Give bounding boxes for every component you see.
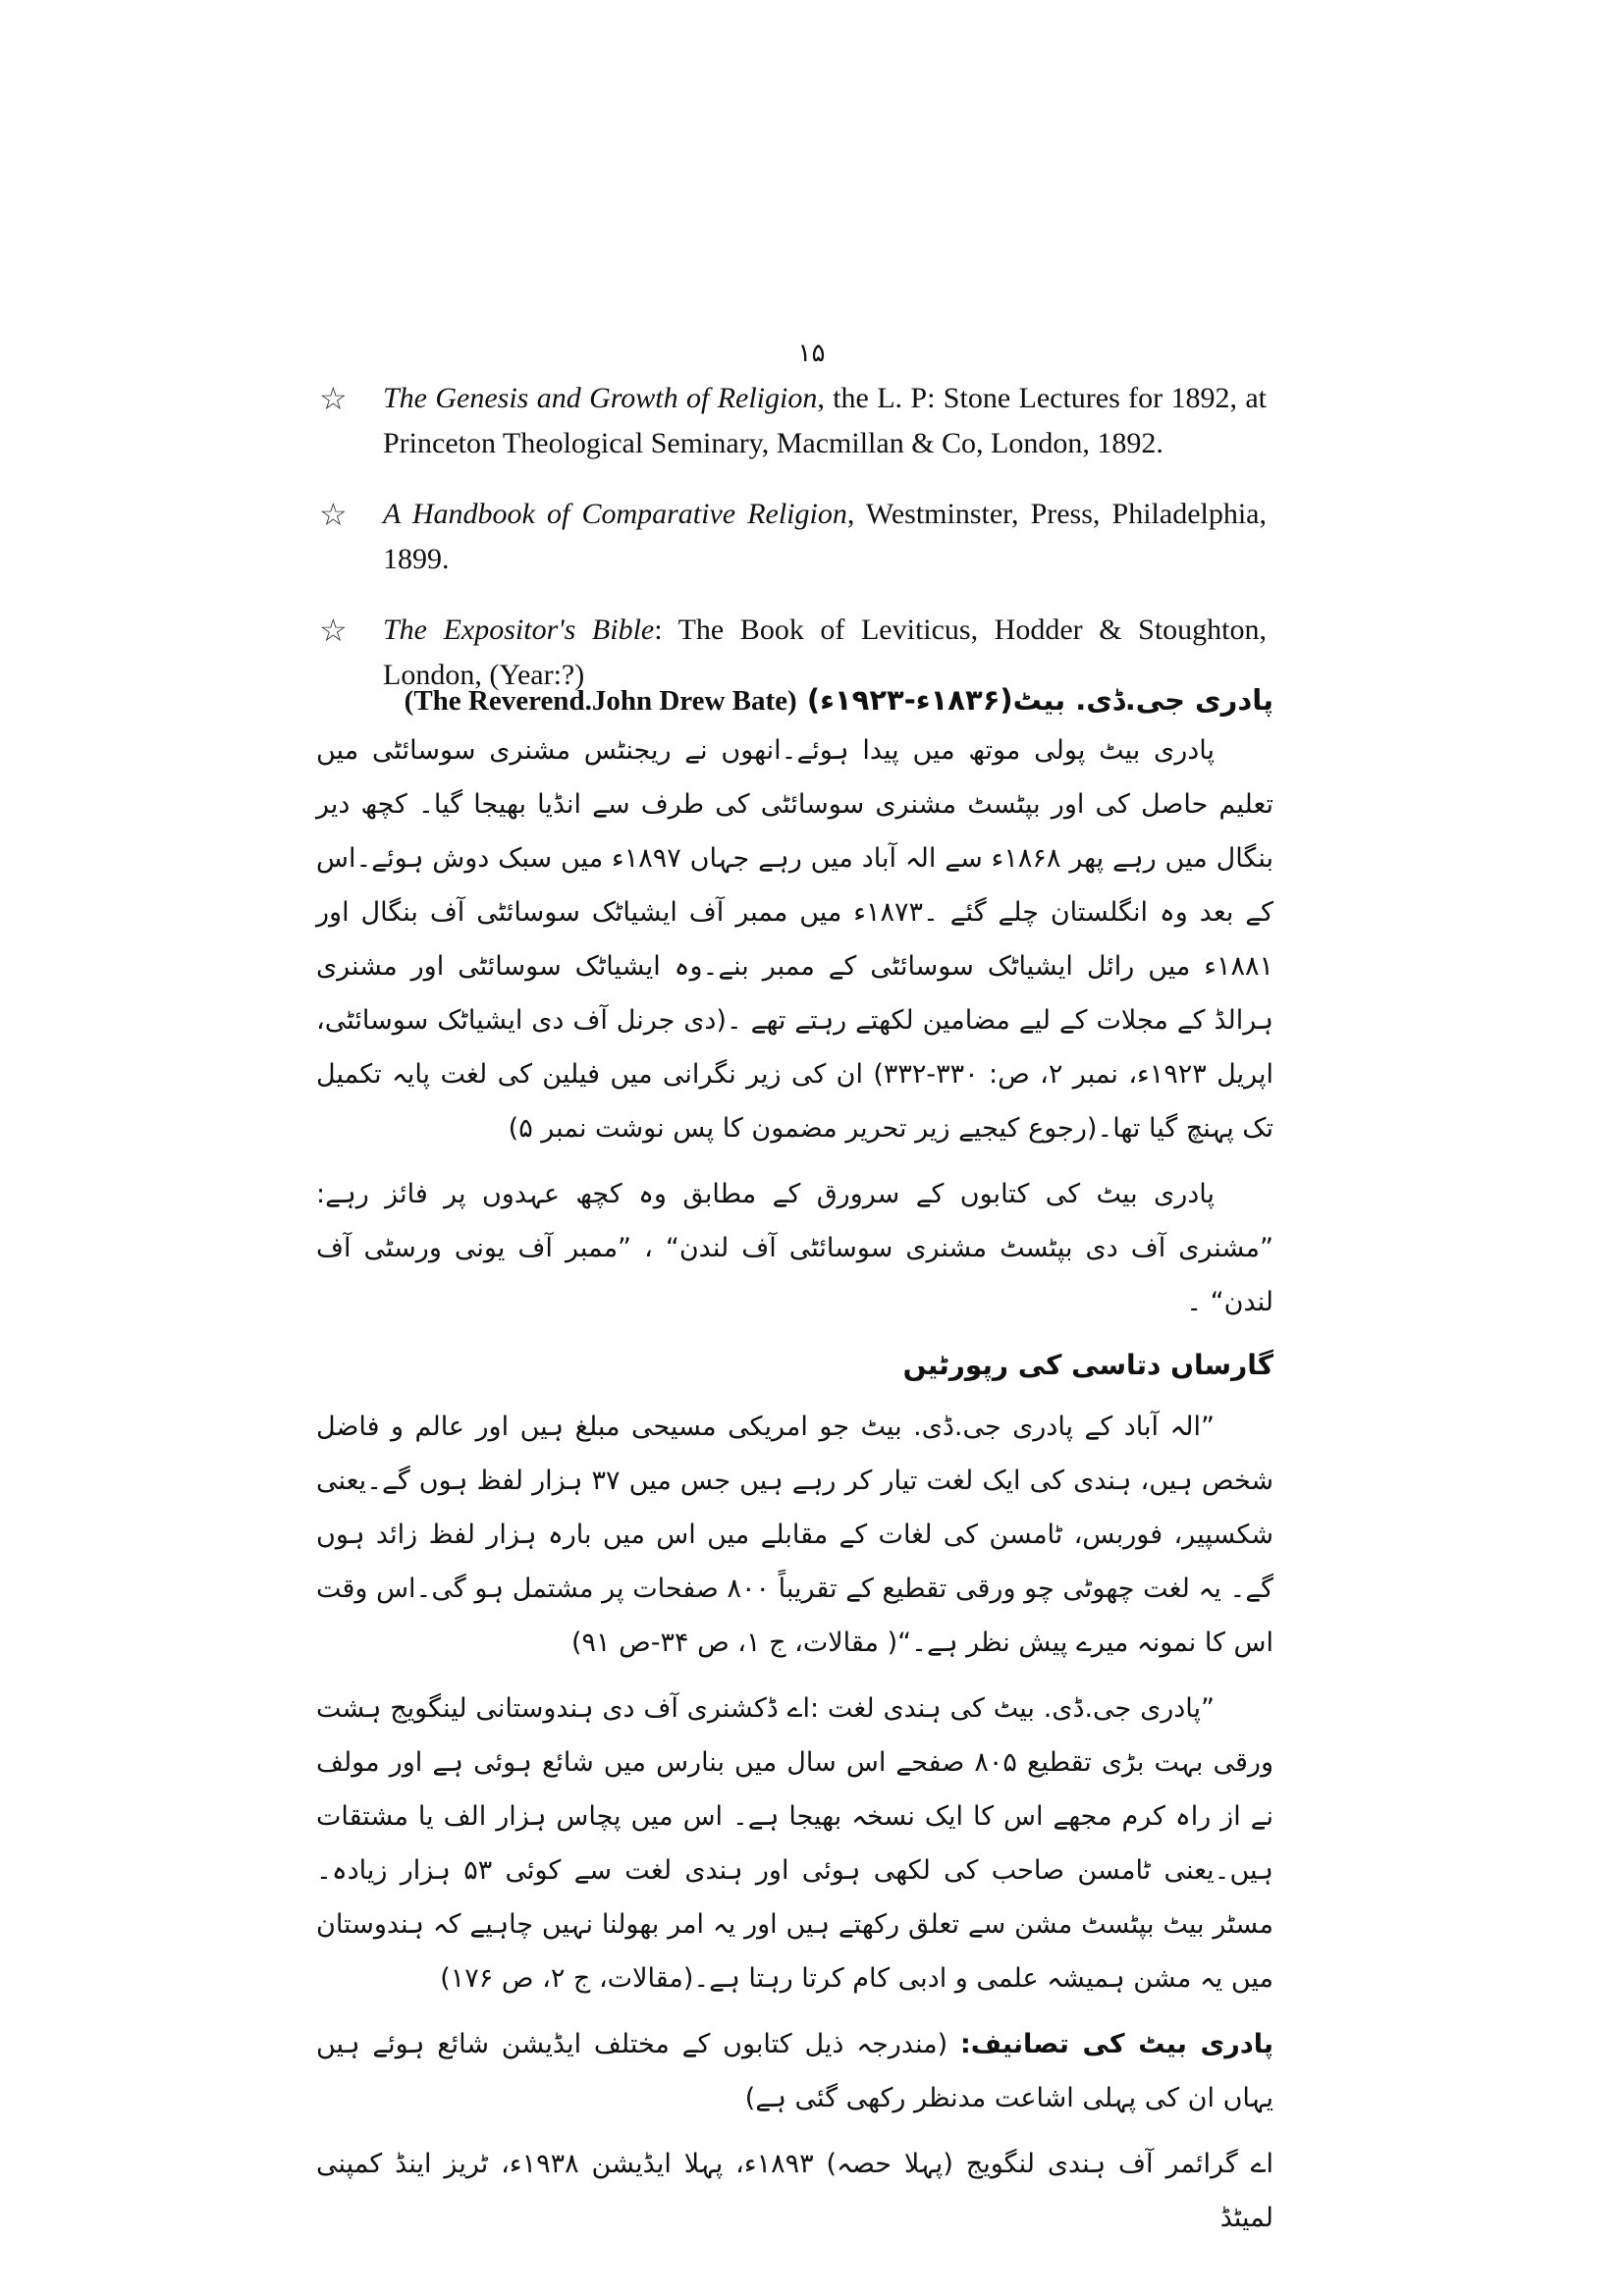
book-title: A Handbook of Comparative Religion: [383, 498, 847, 530]
page-number: ۱۵: [797, 339, 826, 368]
book-details: : The Book of Leviticus, Hodder & Stoughton, London, (Year:?): [383, 614, 1267, 691]
works-note: (مندرجہ ذیل کتابوں کے مختلف ایڈیشن شائع ہوئے ہیں یہاں ان کی پہلی اشاعت مدنظر رکھی گئی ہے): [316, 2029, 1273, 2113]
quote-paragraph: ”پادری جی.ڈی. بیٹ کی ہندی لغت :اے ڈکشنری آف دی ہندوستانی لینگویج ہشت ورقی بہت بڑی تقطیع ۸۰۵ صفحے اس سال میں بنارس میں شائع ہوئی ہے اور مولف نے از راہ کرم مجھے اس کا ایک نسخہ بھیجا ہے۔ اس میں پچاس ہزار الف یا مشتقات ہیں۔یعنی ٹامسن صاحب کی لکھی ہوئی اور ہندی لغت سے کوئی ۵۳ ہزار زیادہ۔ مسٹر بیٹ بپٹسٹ مشن سے تعلق رکھتے ہیں اور یہ امر بھولنا نہیں چاہیے کہ ہندوستان میں یہ مشن ہمیشہ علمی و ادبی کام کرتا رہتا ہے۔(مقالات، ج ۲، ص ۱۷۶): [316, 1693, 1273, 1994]
section-heading: [316, 677, 1273, 723]
works-paragraph: [316, 2017, 1273, 2125]
star-icon: ☆: [319, 612, 348, 649]
book-details: , Westminster, Press, Philadelphia, 1899.: [383, 498, 1267, 575]
book-details: , the L. P: Stone Lectures for 1892, at Princeton Theological Seminary, Macmillan & Co, London, 1892.: [383, 382, 1267, 459]
star-icon: ☆: [319, 380, 348, 417]
quote-paragraph: ”الہ آباد کے پادری جی.ڈی. بیٹ جو امریکی مسیحی مبلغ ہیں اور عالم و فاضل شخص ہیں، ہندی کی ایک لغت تیار کر رہے ہیں جس میں ۳۷ ہزار لفظ ہوں گے۔یعنی شکسپیر، فوربس، ٹامسن کی لغات کے مقابلے میں اس میں بارہ ہزار لفظ زائد ہوں گے۔ یہ لغت چھوٹی چو ورقی تقطیع کے تقریباً ۸۰۰ صفحات پر مشتمل ہو گی۔اس وقت اس کا نمونہ میرے پیش نظر ہے۔“( مقالات، ج ۱، ص ۳۴-ص ۹۱): [316, 1412, 1273, 1658]
works-label: پادری بیٹ کی تصانیف:: [959, 2029, 1273, 2059]
star-icon: ☆: [319, 496, 348, 533]
urdu-body: [316, 677, 1273, 2257]
section-heading-english: (The Reverend.John Drew Bate): [404, 685, 797, 717]
book-title: The Genesis and Growth of Religion: [383, 382, 818, 414]
bibliography-item: [319, 376, 1267, 466]
bibliography-item: [319, 492, 1267, 582]
reports-subheading: گارساں دتاسی کی رپورٹیں: [902, 1349, 1273, 1381]
titles-paragraph: پادری بیٹ کی کتابوں کے سرورق کے مطابق وہ کچھ عہدوں پر فائز رہے: ”مشنری آف دی بپٹسٹ مشنری سوسائٹی آف لندن“ ، ”ممبر آف یونی ورسٹی آف لندن“ ۔: [316, 1179, 1273, 1317]
biography-paragraph: پادری بیٹ پولی موتھ میں پیدا ہوئے۔انھوں نے ریجنٹس مشنری سوسائٹی میں تعلیم حاصل کی اور بپٹسٹ مشنری سوسائٹی کی طرف سے انڈیا بھیجا گیا۔ کچھ دیر بنگال میں رہے پھر ۱۸۶۸ء سے الہ آباد میں رہے جہاں ۱۸۹۷ء میں سبک دوش ہوئے۔اس کے بعد وہ انگلستان چلے گئے ۔۱۸۷۳ء میں ممبر آف ایشیاٹک سوسائٹی آف بنگال اور ۱۸۸۱ء میں رائل ایشیاٹک سوسائٹی کے ممبر بنے۔وہ ایشیاٹک سوسائٹی اور مشنری ہرالڈ کے مجلات کے لیے مضامین لکھتے رہتے تھے ۔(دی جرنل آف دی ایشیاٹک سوسائٹی، اپریل ۱۹۲۳ء، نمبر ۲، ص: ۳۳۰-۳۳۲) ان کی زیر نگرانی میں فیلین کی لغت پایہ تکمیل تک پہنچ گیا تھا۔(رجوع کیجیے زیر تحریر مضمون کا پس نوشت نمبر ۵): [316, 735, 1273, 1144]
book-title: The Expositor's Bible: [383, 614, 655, 646]
bibliography-list: [319, 376, 1267, 723]
works-item: اے گرائمر آف ہندی لنگویج (پہلا حصہ) ۱۸۹۳ء، پہلا ایڈیشن ۱۹۳۸ء، ٹریز اینڈ کمپنی لمیٹڈ: [316, 2149, 1273, 2233]
section-heading-urdu: پادری جی.ڈی. بیٹ(۱۸۳۶ء-۱۹۲۳ء): [806, 683, 1273, 717]
